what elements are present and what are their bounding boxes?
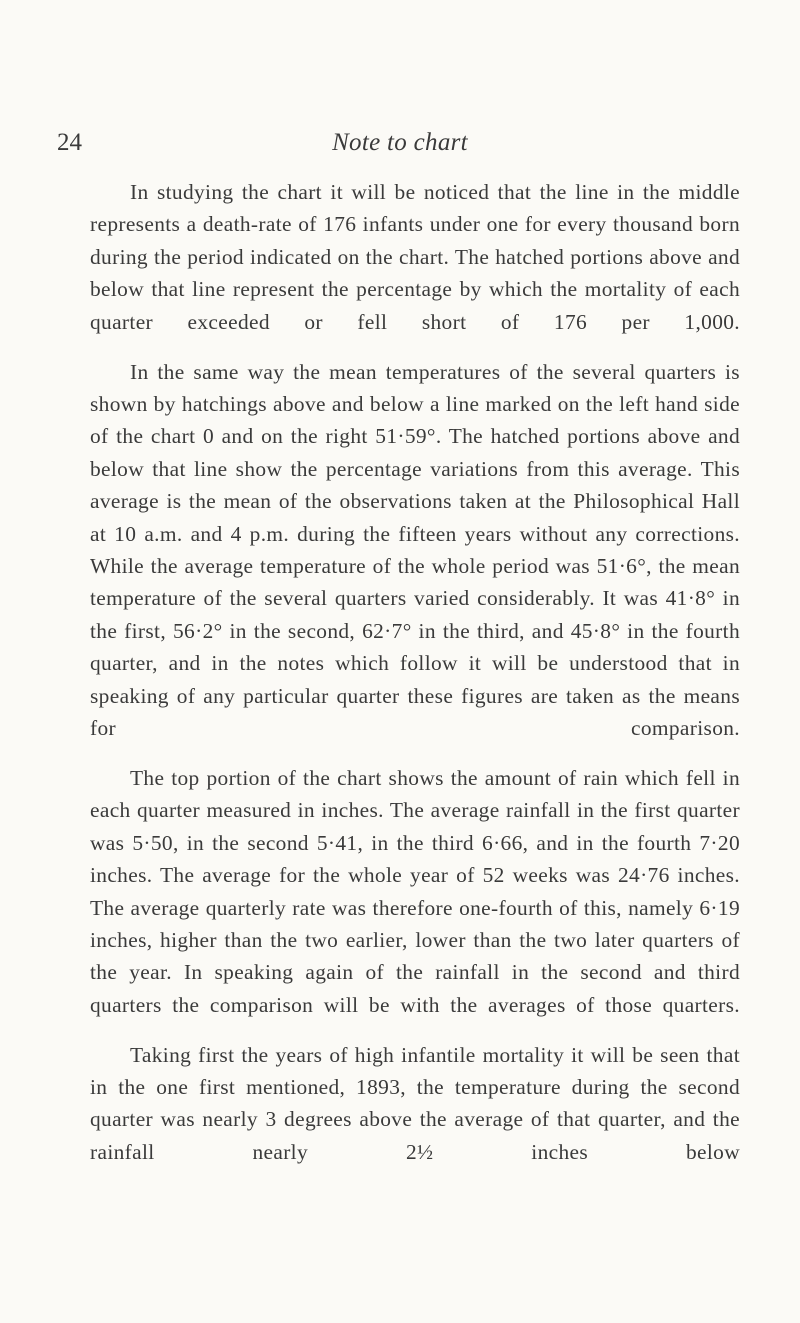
paragraph: In studying the chart it will be noticed that the line in the middle represents a death-rate of 176 infants under one for every thousand born during the period indicated on the chart. The hatched portions above and below that line represent the percentage by which the mortality of each quarter exceeded or fell short of 176 per 1,000. xyxy=(90,180,740,334)
body-text xyxy=(90,176,740,1186)
running-title: Note to chart xyxy=(332,129,468,156)
paragraph: In the same way the mean temperatures of the several quarters is shown by hatchings above and below a line marked on the left hand side of the chart 0 and on the right 51·59°. The hatched portions above and below that line show the percentage variations from this average. This average is the mean of the observations taken at the Philosophical Hall at 10 a.m. and 4 p.m. during the fifteen years without any corrections. While the average temperature of the whole period was 51·6°, the mean temperature of the several quarters varied considerably. It was 41·8° in the first, 56·2° in the second, 62·7° in the third, and 45·8° in the fourth quarter, and in the notes which follow it will be understood that in speaking of any particular quarter these figures are taken as the means for comparison. xyxy=(90,359,740,740)
paragraph: The top portion of the chart shows the amount of rain which fell in each quarter measured in inches. The average rainfall in the first quarter was 5·50, in the second 5·41, in the third 6·66, and in the fourth 7·20 inches. The average for the whole year of 52 weeks was 24·76 inches. The average quarterly rate was therefore one-fourth of this, namely 6·19 inches, higher than the two earlier, lower than the two later quarters of the year. In speaking again of the rainfall in the second and third quarters the comparison will be with the averages of those quarters. xyxy=(90,765,740,1017)
page-number: 24 xyxy=(57,129,82,156)
paragraph: Taking first the years of high infantile mortality it will be seen that in the one first mentioned, 1893, the temperature during the second quarter was nearly 3 degrees above the average of that quarter, and the rainfall nearly 2½ inches below xyxy=(90,1042,740,1164)
